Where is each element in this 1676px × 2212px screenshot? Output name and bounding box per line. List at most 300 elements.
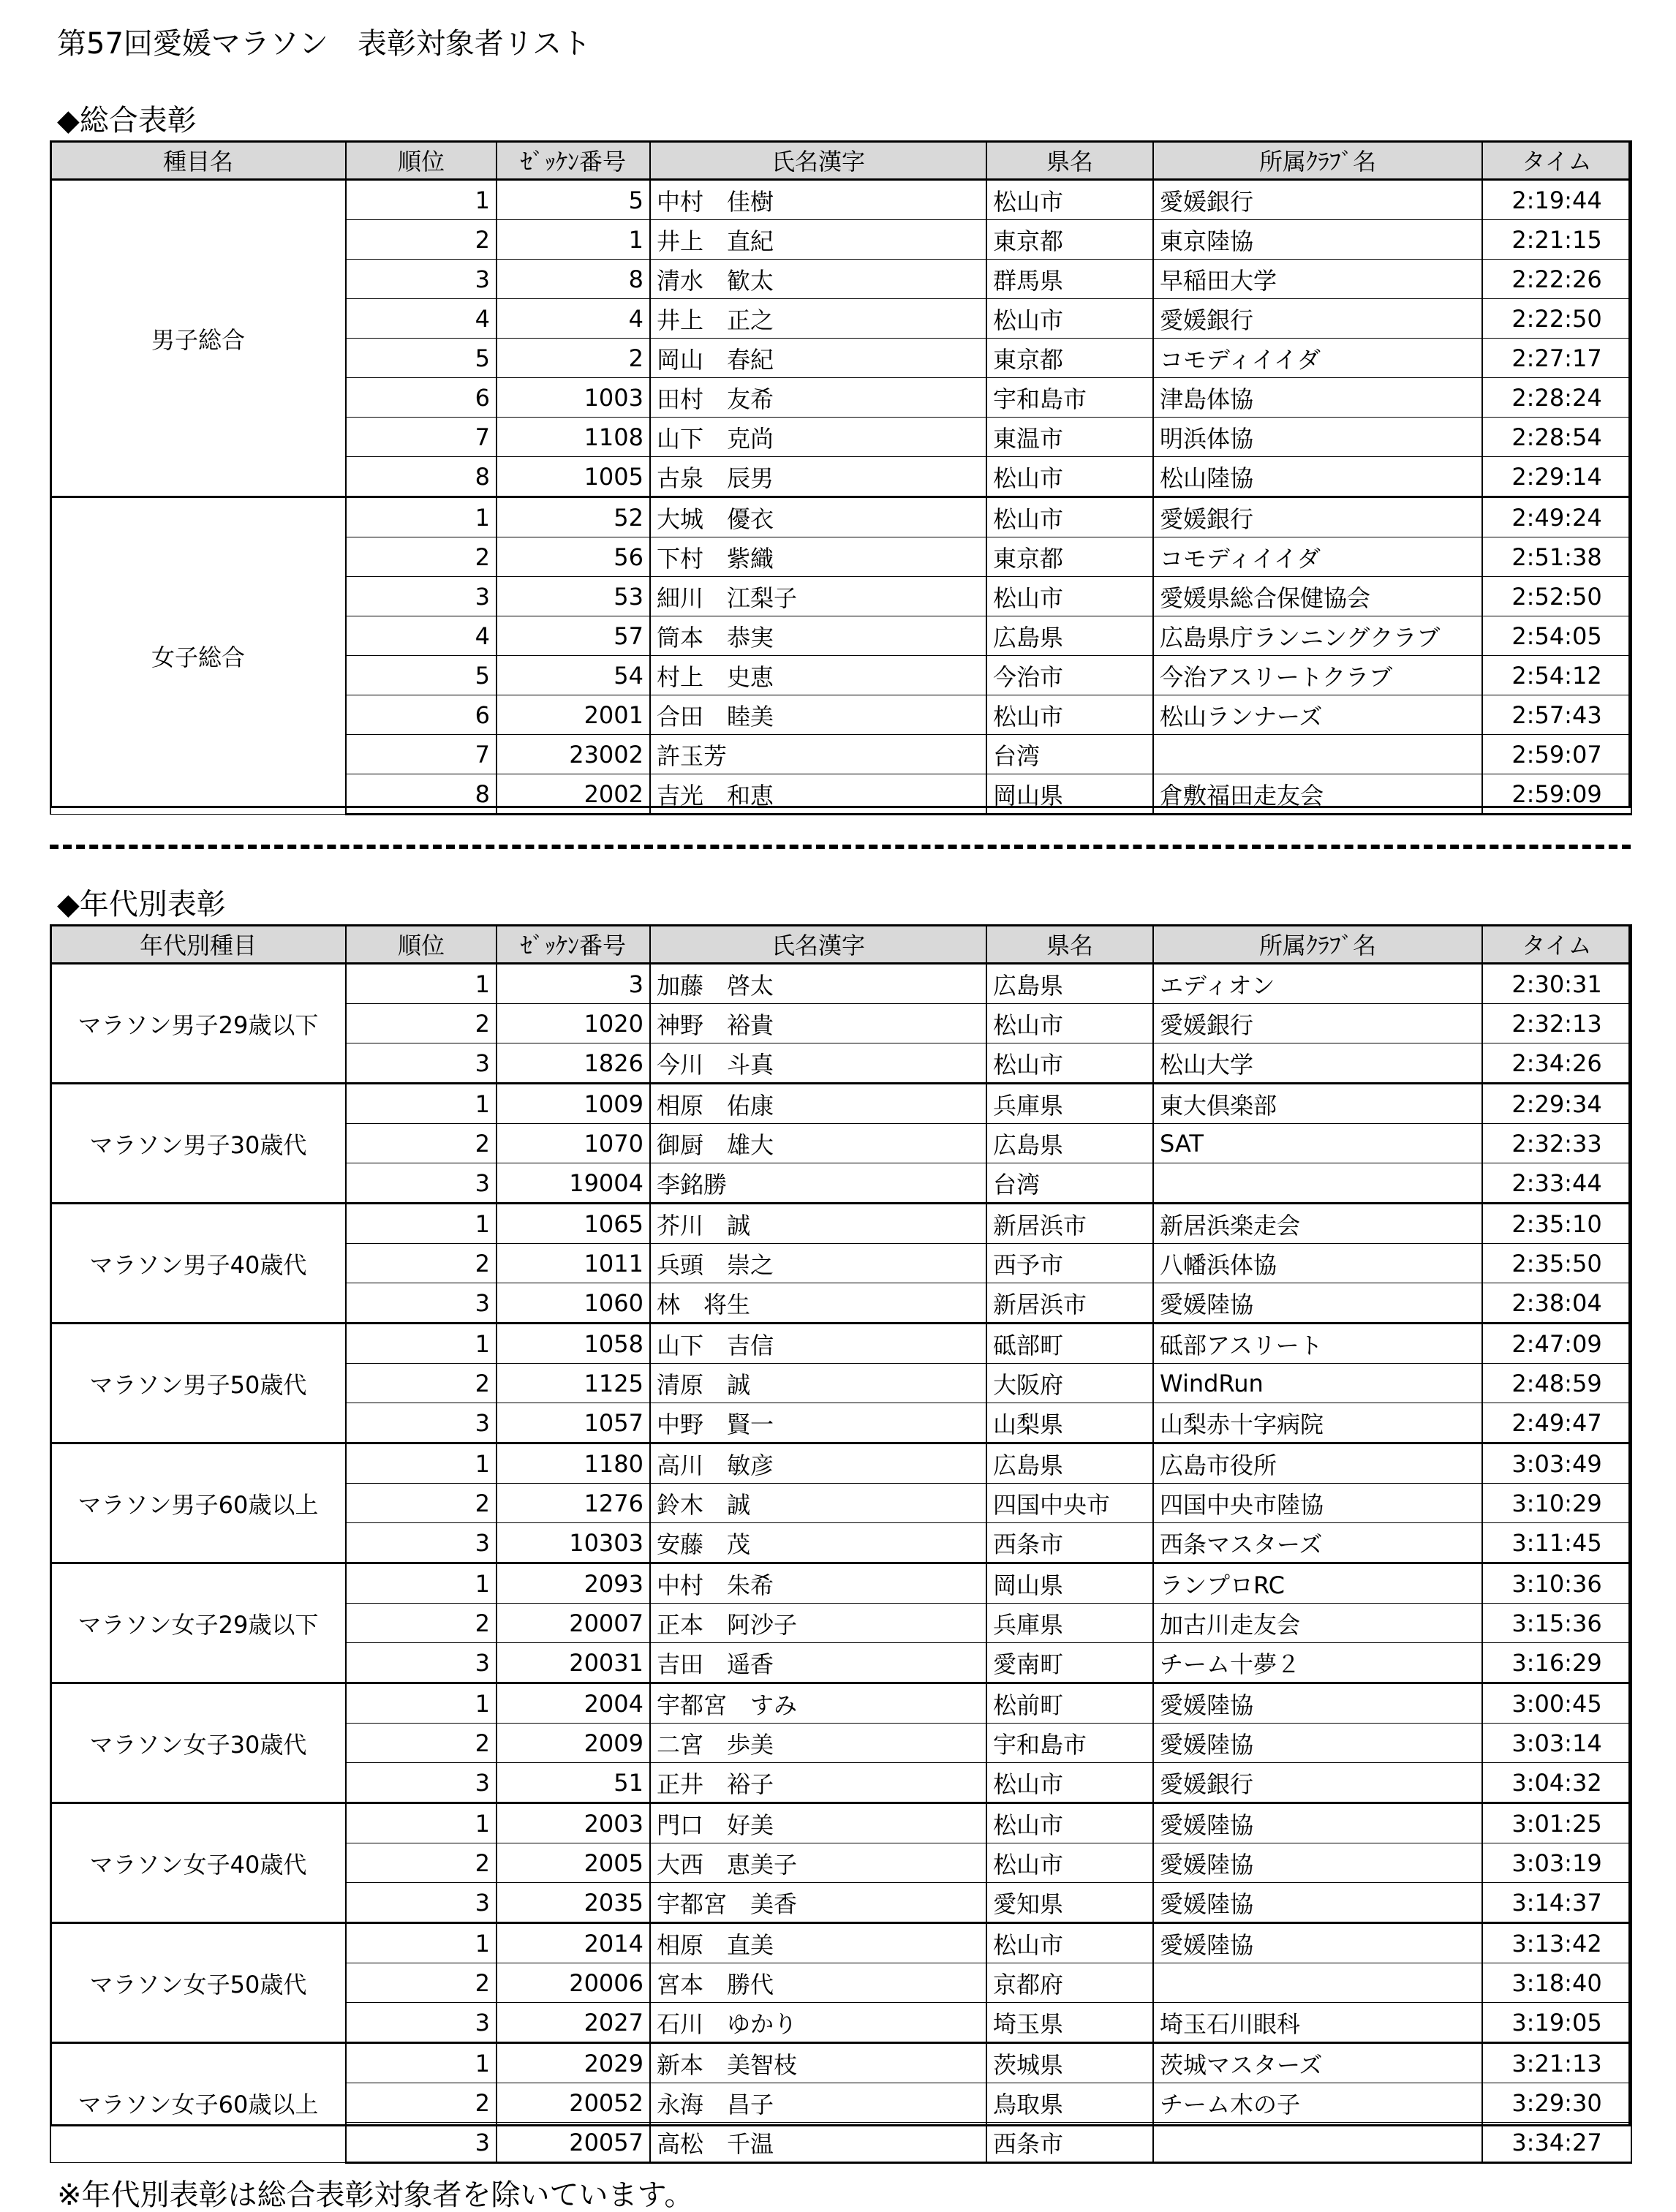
athlete-name-cell: 石川 ゆかり <box>650 2003 986 2043</box>
bib-number-cell: 5 <box>497 180 650 220</box>
athlete-name-cell: 今川 斗真 <box>650 1043 986 1084</box>
rank-cell: 3 <box>346 1523 497 1563</box>
prefecture-cell: 愛知県 <box>986 1883 1153 1923</box>
rank-cell: 2 <box>346 1963 497 2003</box>
athlete-name-cell: 山下 克尚 <box>650 418 986 457</box>
header-prefecture: 県名 <box>986 141 1153 180</box>
rank-cell: 3 <box>346 2003 497 2043</box>
athlete-name-cell: 正井 裕子 <box>650 1763 986 1803</box>
rank-cell: 2 <box>346 537 497 577</box>
finish-time-cell: 2:27:17 <box>1482 339 1631 378</box>
bib-number-cell: 1058 <box>497 1324 650 1364</box>
club-cell: 早稲田大学 <box>1153 260 1482 299</box>
rank-cell: 3 <box>346 577 497 616</box>
finish-time-cell: 2:28:54 <box>1482 418 1631 457</box>
rank-cell: 3 <box>346 1043 497 1084</box>
prefecture-cell: 広島県 <box>986 616 1153 656</box>
finish-time-cell: 3:15:36 <box>1482 1604 1631 1643</box>
prefecture-cell: 鳥取県 <box>986 2083 1153 2123</box>
rank-cell: 4 <box>346 299 497 339</box>
header-club: 所属ｸﾗﾌﾞ名 <box>1153 141 1482 180</box>
prefecture-cell: 東温市 <box>986 418 1153 457</box>
prefecture-cell: 台湾 <box>986 735 1153 774</box>
table-row <box>50 1803 1631 1843</box>
header-prefecture: 県名 <box>986 925 1153 964</box>
finish-time-cell: 2:22:50 <box>1482 299 1631 339</box>
finish-time-cell: 2:49:24 <box>1482 497 1631 537</box>
athlete-name-cell: 井上 直紀 <box>650 220 986 260</box>
rank-cell: 1 <box>346 964 497 1004</box>
athlete-name-cell: 相原 佑康 <box>650 1084 986 1124</box>
overall-section-heading: ◆総合表彰 <box>57 104 197 137</box>
header-category: 種目名 <box>50 141 346 180</box>
athlete-name-cell: 合田 睦美 <box>650 695 986 735</box>
finish-time-cell: 2:54:12 <box>1482 656 1631 695</box>
athlete-name-cell: 加藤 啓太 <box>650 964 986 1004</box>
bib-number-cell: 1065 <box>497 1204 650 1244</box>
document-title: 第57回愛媛マラソン 表彰対象者リスト <box>57 27 592 61</box>
header-time: タイム <box>1482 141 1631 180</box>
club-cell: 新居浜楽走会 <box>1153 1204 1482 1244</box>
club-cell: SAT <box>1153 1124 1482 1163</box>
bib-number-cell: 2003 <box>497 1803 650 1843</box>
athlete-name-cell: 田村 友希 <box>650 378 986 418</box>
rank-cell: 1 <box>346 1443 497 1484</box>
finish-time-cell: 3:00:45 <box>1482 1683 1631 1724</box>
athlete-name-cell: 神野 裕貴 <box>650 1004 986 1043</box>
club-cell: ランプロRC <box>1153 1563 1482 1604</box>
finish-time-cell: 2:49:47 <box>1482 1403 1631 1443</box>
finish-time-cell: 3:03:14 <box>1482 1724 1631 1763</box>
club-cell: 愛媛銀行 <box>1153 180 1482 220</box>
club-cell: 愛媛陸協 <box>1153 1923 1482 1963</box>
prefecture-cell: 岡山県 <box>986 774 1153 815</box>
bib-number-cell: 56 <box>497 537 650 577</box>
prefecture-cell: 松山市 <box>986 299 1153 339</box>
club-cell: 加古川走友会 <box>1153 1604 1482 1643</box>
athlete-name-cell: 村上 史恵 <box>650 656 986 695</box>
prefecture-cell: 松山市 <box>986 1004 1153 1043</box>
finish-time-cell: 3:03:49 <box>1482 1443 1631 1484</box>
club-cell: エディオン <box>1153 964 1482 1004</box>
club-cell: 津島体協 <box>1153 378 1482 418</box>
club-cell: 倉敷福田走友会 <box>1153 774 1482 815</box>
club-cell: 山梨赤十字病院 <box>1153 1403 1482 1443</box>
club-cell: コモディイイダ <box>1153 339 1482 378</box>
club-cell: 愛媛陸協 <box>1153 1843 1482 1883</box>
category-cell: マラソン女子40歳代 <box>50 1803 346 1923</box>
table-row <box>50 1563 1631 1604</box>
bib-number-cell: 2093 <box>497 1563 650 1604</box>
club-cell: 広島市役所 <box>1153 1443 1482 1484</box>
rank-cell: 1 <box>346 1204 497 1244</box>
rank-cell: 2 <box>346 1124 497 1163</box>
rank-cell: 2 <box>346 1004 497 1043</box>
finish-time-cell: 2:28:24 <box>1482 378 1631 418</box>
overall-awards-table <box>50 140 1632 815</box>
bib-number-cell: 2005 <box>497 1843 650 1883</box>
athlete-name-cell: 山下 吉信 <box>650 1324 986 1364</box>
prefecture-cell: 埼玉県 <box>986 2003 1153 2043</box>
athlete-name-cell: 筒本 恭実 <box>650 616 986 656</box>
finish-time-cell: 2:30:31 <box>1482 964 1631 1004</box>
finish-time-cell: 2:19:44 <box>1482 180 1631 220</box>
bib-number-cell: 1826 <box>497 1043 650 1084</box>
club-cell <box>1153 1163 1482 1204</box>
bib-number-cell: 54 <box>497 656 650 695</box>
prefecture-cell: 台湾 <box>986 1163 1153 1204</box>
prefecture-cell: 松山市 <box>986 1803 1153 1843</box>
bib-number-cell: 2004 <box>497 1683 650 1724</box>
table-row <box>50 1923 1631 1963</box>
prefecture-cell: 兵庫県 <box>986 1084 1153 1124</box>
prefecture-cell: 松山市 <box>986 180 1153 220</box>
bib-number-cell: 3 <box>497 964 650 1004</box>
athlete-name-cell: 永海 昌子 <box>650 2083 986 2123</box>
club-cell: 愛媛陸協 <box>1153 1283 1482 1324</box>
bib-number-cell: 20006 <box>497 1963 650 2003</box>
club-cell: 砥部アスリート <box>1153 1324 1482 1364</box>
category-cell: マラソン男子40歳代 <box>50 1204 346 1324</box>
club-cell <box>1153 1963 1482 2003</box>
finish-time-cell: 3:03:19 <box>1482 1843 1631 1883</box>
finish-time-cell: 2:22:26 <box>1482 260 1631 299</box>
club-cell: チーム十夢２ <box>1153 1643 1482 1683</box>
rank-cell: 8 <box>346 774 497 815</box>
rank-cell: 4 <box>346 616 497 656</box>
prefecture-cell: 岡山県 <box>986 1563 1153 1604</box>
club-cell: 愛媛県総合保健協会 <box>1153 577 1482 616</box>
table-row <box>50 180 1631 220</box>
club-cell: 松山大学 <box>1153 1043 1482 1084</box>
prefecture-cell: 大阪府 <box>986 1364 1153 1403</box>
club-cell: 松山ランナーズ <box>1153 695 1482 735</box>
prefecture-cell: 群馬県 <box>986 260 1153 299</box>
finish-time-cell: 3:13:42 <box>1482 1923 1631 1963</box>
athlete-name-cell: 二宮 歩美 <box>650 1724 986 1763</box>
bib-number-cell: 1009 <box>497 1084 650 1124</box>
bib-number-cell: 2 <box>497 339 650 378</box>
prefecture-cell: 広島県 <box>986 1443 1153 1484</box>
club-cell: 愛媛陸協 <box>1153 1683 1482 1724</box>
rank-cell: 5 <box>346 339 497 378</box>
bib-number-cell: 1057 <box>497 1403 650 1443</box>
category-cell: マラソン男子29歳以下 <box>50 964 346 1084</box>
athlete-name-cell: 宇都宮 美香 <box>650 1883 986 1923</box>
club-cell: 四国中央市陸協 <box>1153 1484 1482 1523</box>
bib-number-cell: 20052 <box>497 2083 650 2123</box>
bib-number-cell: 2035 <box>497 1883 650 1923</box>
club-cell <box>1153 2123 1482 2163</box>
prefecture-cell: 西条市 <box>986 2123 1153 2163</box>
prefecture-cell: 松山市 <box>986 457 1153 497</box>
finish-time-cell: 2:38:04 <box>1482 1283 1631 1324</box>
age-section-heading: ◆年代別表彰 <box>57 888 226 921</box>
table-row <box>50 1204 1631 1244</box>
rank-cell: 2 <box>346 1484 497 1523</box>
table-row <box>50 964 1631 1004</box>
rank-cell: 1 <box>346 1803 497 1843</box>
finish-time-cell: 2:32:13 <box>1482 1004 1631 1043</box>
prefecture-cell: 新居浜市 <box>986 1283 1153 1324</box>
athlete-name-cell: 宮本 勝代 <box>650 1963 986 2003</box>
athlete-name-cell: 許玉芳 <box>650 735 986 774</box>
rank-cell: 1 <box>346 1563 497 1604</box>
bib-number-cell: 1125 <box>497 1364 650 1403</box>
bib-number-cell: 1005 <box>497 457 650 497</box>
finish-time-cell: 2:54:05 <box>1482 616 1631 656</box>
athlete-name-cell: 大城 優衣 <box>650 497 986 537</box>
finish-time-cell: 2:35:10 <box>1482 1204 1631 1244</box>
prefecture-cell: 兵庫県 <box>986 1604 1153 1643</box>
header-name: 氏名漢字 <box>650 925 986 964</box>
club-cell: 愛媛銀行 <box>1153 1004 1482 1043</box>
finish-time-cell: 3:14:37 <box>1482 1883 1631 1923</box>
bib-number-cell: 20007 <box>497 1604 650 1643</box>
rank-cell: 1 <box>346 2043 497 2083</box>
rank-cell: 3 <box>346 1403 497 1443</box>
athlete-name-cell: 岡山 春紀 <box>650 339 986 378</box>
prefecture-cell: 京都府 <box>986 1963 1153 2003</box>
rank-cell: 2 <box>346 1843 497 1883</box>
rank-cell: 2 <box>346 1364 497 1403</box>
prefecture-cell: 四国中央市 <box>986 1484 1153 1523</box>
prefecture-cell: 松山市 <box>986 1843 1153 1883</box>
prefecture-cell: 愛南町 <box>986 1643 1153 1683</box>
bib-number-cell: 1020 <box>497 1004 650 1043</box>
prefecture-cell: 東京都 <box>986 220 1153 260</box>
header-time: タイム <box>1482 925 1631 964</box>
prefecture-cell: 西予市 <box>986 1244 1153 1283</box>
age-group-awards-table <box>50 924 1632 2164</box>
category-cell: 男子総合 <box>50 180 346 497</box>
bib-number-cell: 20057 <box>497 2123 650 2163</box>
athlete-name-cell: 高松 千温 <box>650 2123 986 2163</box>
bib-number-cell: 52 <box>497 497 650 537</box>
category-cell: マラソン女子60歳以上 <box>50 2043 346 2163</box>
rank-cell: 1 <box>346 497 497 537</box>
rank-cell: 3 <box>346 1763 497 1803</box>
table-row <box>50 1084 1631 1124</box>
rank-cell: 6 <box>346 378 497 418</box>
club-cell <box>1153 735 1482 774</box>
rank-cell: 7 <box>346 418 497 457</box>
rank-cell: 1 <box>346 1084 497 1124</box>
header-category: 年代別種目 <box>50 925 346 964</box>
athlete-name-cell: 中村 佳樹 <box>650 180 986 220</box>
prefecture-cell: 松山市 <box>986 577 1153 616</box>
finish-time-cell: 2:33:44 <box>1482 1163 1631 1204</box>
rank-cell: 2 <box>346 2083 497 2123</box>
prefecture-cell: 東京都 <box>986 537 1153 577</box>
club-cell: 明浜体協 <box>1153 418 1482 457</box>
bib-number-cell: 2002 <box>497 774 650 815</box>
bib-number-cell: 53 <box>497 577 650 616</box>
finish-time-cell: 3:19:05 <box>1482 2003 1631 2043</box>
club-cell: コモディイイダ <box>1153 537 1482 577</box>
header-bib: ｾﾞｯｹﾝ番号 <box>497 925 650 964</box>
bib-number-cell: 1 <box>497 220 650 260</box>
club-cell: チーム木の子 <box>1153 2083 1482 2123</box>
bib-number-cell: 2014 <box>497 1923 650 1963</box>
category-cell: マラソン男子60歳以上 <box>50 1443 346 1563</box>
athlete-name-cell: 吉田 遥香 <box>650 1643 986 1683</box>
club-cell: 愛媛陸協 <box>1153 1724 1482 1763</box>
bib-number-cell: 23002 <box>497 735 650 774</box>
athlete-name-cell: 古泉 辰男 <box>650 457 986 497</box>
athlete-name-cell: 林 将生 <box>650 1283 986 1324</box>
table-header-row <box>50 925 1631 964</box>
bib-number-cell: 20031 <box>497 1643 650 1683</box>
bib-number-cell: 1003 <box>497 378 650 418</box>
bib-number-cell: 1108 <box>497 418 650 457</box>
table-row <box>50 1443 1631 1484</box>
table-row <box>50 1683 1631 1724</box>
rank-cell: 3 <box>346 1163 497 1204</box>
rank-cell: 3 <box>346 1883 497 1923</box>
athlete-name-cell: 李銘勝 <box>650 1163 986 1204</box>
bib-number-cell: 1060 <box>497 1283 650 1324</box>
finish-time-cell: 2:52:50 <box>1482 577 1631 616</box>
bib-number-cell: 2027 <box>497 2003 650 2043</box>
finish-time-cell: 2:35:50 <box>1482 1244 1631 1283</box>
finish-time-cell: 3:18:40 <box>1482 1963 1631 2003</box>
bib-number-cell: 51 <box>497 1763 650 1803</box>
finish-time-cell: 3:10:29 <box>1482 1484 1631 1523</box>
club-cell: WindRun <box>1153 1364 1482 1403</box>
club-cell: 茨城マスターズ <box>1153 2043 1482 2083</box>
bib-number-cell: 2029 <box>497 2043 650 2083</box>
club-cell: 松山陸協 <box>1153 457 1482 497</box>
rank-cell: 3 <box>346 1643 497 1683</box>
section-divider <box>50 845 1631 849</box>
category-cell: 女子総合 <box>50 497 346 815</box>
footnote: ※年代別表彰は総合表彰対象者を除いています。 <box>57 2178 694 2212</box>
prefecture-cell: 山梨県 <box>986 1403 1153 1443</box>
athlete-name-cell: 細川 江梨子 <box>650 577 986 616</box>
club-cell: 西条マスターズ <box>1153 1523 1482 1563</box>
finish-time-cell: 2:59:07 <box>1482 735 1631 774</box>
category-cell: マラソン男子30歳代 <box>50 1084 346 1204</box>
prefecture-cell: 宇和島市 <box>986 1724 1153 1763</box>
header-club: 所属ｸﾗﾌﾞ名 <box>1153 925 1482 964</box>
table-row <box>50 497 1631 537</box>
athlete-name-cell: 御厨 雄大 <box>650 1124 986 1163</box>
bib-number-cell: 1070 <box>497 1124 650 1163</box>
athlete-name-cell: 清原 誠 <box>650 1364 986 1403</box>
finish-time-cell: 3:29:30 <box>1482 2083 1631 2123</box>
bib-number-cell: 57 <box>497 616 650 656</box>
category-cell: マラソン男子50歳代 <box>50 1324 346 1443</box>
prefecture-cell: 松山市 <box>986 497 1153 537</box>
category-cell: マラソン女子50歳代 <box>50 1923 346 2043</box>
rank-cell: 1 <box>346 1683 497 1724</box>
table-row <box>50 2043 1631 2083</box>
club-cell: 埼玉石川眼科 <box>1153 2003 1482 2043</box>
club-cell: 愛媛銀行 <box>1153 299 1482 339</box>
club-cell: 愛媛銀行 <box>1153 497 1482 537</box>
rank-cell: 2 <box>346 1604 497 1643</box>
finish-time-cell: 3:01:25 <box>1482 1803 1631 1843</box>
club-cell: 東大倶楽部 <box>1153 1084 1482 1124</box>
athlete-name-cell: 兵頭 崇之 <box>650 1244 986 1283</box>
prefecture-cell: 新居浜市 <box>986 1204 1153 1244</box>
athlete-name-cell: 鈴木 誠 <box>650 1484 986 1523</box>
athlete-name-cell: 新本 美智枝 <box>650 2043 986 2083</box>
rank-cell: 1 <box>346 1324 497 1364</box>
athlete-name-cell: 井上 正之 <box>650 299 986 339</box>
bib-number-cell: 1180 <box>497 1443 650 1484</box>
prefecture-cell: 西条市 <box>986 1523 1153 1563</box>
finish-time-cell: 3:11:45 <box>1482 1523 1631 1563</box>
header-rank: 順位 <box>346 141 497 180</box>
bib-number-cell: 8 <box>497 260 650 299</box>
club-cell: 東京陸協 <box>1153 220 1482 260</box>
finish-time-cell: 2:32:33 <box>1482 1124 1631 1163</box>
bib-number-cell: 2009 <box>497 1724 650 1763</box>
athlete-name-cell: 安藤 茂 <box>650 1523 986 1563</box>
category-cell: マラソン女子30歳代 <box>50 1683 346 1803</box>
bib-number-cell: 2001 <box>497 695 650 735</box>
finish-time-cell: 3:10:36 <box>1482 1563 1631 1604</box>
bib-number-cell: 1276 <box>497 1484 650 1523</box>
rank-cell: 8 <box>346 457 497 497</box>
finish-time-cell: 2:51:38 <box>1482 537 1631 577</box>
rank-cell: 5 <box>346 656 497 695</box>
athlete-name-cell: 芥川 誠 <box>650 1204 986 1244</box>
club-cell: 愛媛陸協 <box>1153 1883 1482 1923</box>
header-name: 氏名漢字 <box>650 141 986 180</box>
rank-cell: 2 <box>346 1244 497 1283</box>
bib-number-cell: 19004 <box>497 1163 650 1204</box>
rank-cell: 1 <box>346 1923 497 1963</box>
prefecture-cell: 松山市 <box>986 695 1153 735</box>
prefecture-cell: 松前町 <box>986 1683 1153 1724</box>
athlete-name-cell: 高川 敏彦 <box>650 1443 986 1484</box>
athlete-name-cell: 相原 直美 <box>650 1923 986 1963</box>
athlete-name-cell: 門口 好美 <box>650 1803 986 1843</box>
prefecture-cell: 宇和島市 <box>986 378 1153 418</box>
athlete-name-cell: 宇都宮 すみ <box>650 1683 986 1724</box>
bib-number-cell: 1011 <box>497 1244 650 1283</box>
rank-cell: 2 <box>346 1724 497 1763</box>
prefecture-cell: 松山市 <box>986 1923 1153 1963</box>
club-cell: 愛媛銀行 <box>1153 1763 1482 1803</box>
finish-time-cell: 2:48:59 <box>1482 1364 1631 1403</box>
category-cell: マラソン女子29歳以下 <box>50 1563 346 1683</box>
finish-time-cell: 3:04:32 <box>1482 1763 1631 1803</box>
bib-number-cell: 4 <box>497 299 650 339</box>
prefecture-cell: 松山市 <box>986 1043 1153 1084</box>
rank-cell: 3 <box>346 260 497 299</box>
rank-cell: 3 <box>346 1283 497 1324</box>
athlete-name-cell: 清水 歓太 <box>650 260 986 299</box>
prefecture-cell: 松山市 <box>986 1763 1153 1803</box>
finish-time-cell: 2:47:09 <box>1482 1324 1631 1364</box>
club-cell: 八幡浜体協 <box>1153 1244 1482 1283</box>
finish-time-cell: 3:21:13 <box>1482 2043 1631 2083</box>
finish-time-cell: 2:29:34 <box>1482 1084 1631 1124</box>
finish-time-cell: 2:57:43 <box>1482 695 1631 735</box>
header-bib: ｾﾞｯｹﾝ番号 <box>497 141 650 180</box>
athlete-name-cell: 吉光 和恵 <box>650 774 986 815</box>
finish-time-cell: 2:34:26 <box>1482 1043 1631 1084</box>
rank-cell: 3 <box>346 2123 497 2163</box>
athlete-name-cell: 中村 朱希 <box>650 1563 986 1604</box>
table-row <box>50 1324 1631 1364</box>
club-cell: 愛媛陸協 <box>1153 1803 1482 1843</box>
prefecture-cell: 茨城県 <box>986 2043 1153 2083</box>
